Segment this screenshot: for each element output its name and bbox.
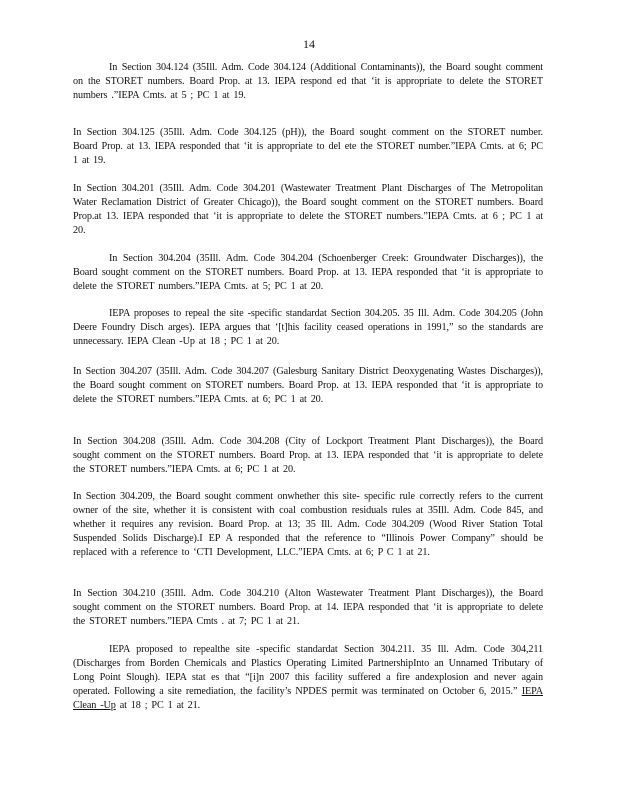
paragraph-section-304-208: In Section 304.208 (35Ill. Adm. Code 304.208 (City of Lockport Treatment Plant Discharges)), the Board sought comment on the STORET numbers. Board Prop. at 13. IEPA responded that ‘it is appropriate to delete the STORET numbers.”IEPA Cmts. at 6; PC 1 at 20. [73, 436, 543, 475]
paragraph-section-304-207: In Section 304.207 (35Ill. Adm. Code 304.207 (Galesburg Sanitary District Deoxygenating Wastes Discharges)), the Board sought comment on STORET numbers. Board Prop. at 13. IEPA responded that ‘it is appropriate to delete the STORET numbers.”IEPA Cmts. at 6; PC 1 at 20. [73, 366, 543, 405]
paragraph-section-304-209: In Section 304.209, the Board sought comment onwhether this site- specific rule correctly refers to the current owner of the site, whether it is consistent with coal combustion residuals rules at 35Ill. Adm. Code 845, and whether it requires any revision. Board Prop. at 13; 35 Ill. Adm. Code 304.209 (Wood River Station Total Suspended Solids Discharge).I EP A responded that the reference to “Illinois Power Company” should be replaced with a reference to ‘CTI Development, LLC.”IEPA Cmts. at 6; P C 1 at 21. [73, 491, 543, 558]
paragraph-section-304-205: IEPA proposes to repeal the site -specific standardat Section 304.205. 35 Ill. Adm. Code 304.205 (John Deere Foundry Disch arges). IEPA argues that ‘[t]his facility ceased operations in 1991,” so the standards are unnecessary. IEPA Clean -Up at 18 ; PC 1 at 20. [73, 308, 543, 347]
paragraph-body: IEPA proposed to repealthe site -specific standardat Section 304.211. 35 Ill. Adm. Code 304,211 (Discharges from Borden Chemicals and Plastics Operating Limited PartnershipInto an Unnamed Tributary of Long Point Slough). IEPA stat es that “[i]n 2007 this facility suffered a fire andexplosion and never again operated. Following a site remediation, the facility’s NPDES permit was terminated on October 6, 2015.” [73, 644, 543, 697]
page-number: 14 [303, 37, 315, 51]
paragraph-section-304-204: In Section 304.204 (35Ill. Adm. Code 304.204 (Schoenberger Creek: Groundwater Discharges)), the Board sought comment on the STORET numbers. Board Prop. at 13. IEPA responded that ‘it is appropriate to delete the STORET numbers.”IEPA Cmts. at 5; PC 1 at 20. [73, 253, 543, 292]
citation-tail: at 18 ; PC 1 at 21. [115, 700, 201, 711]
citation-underlined: IEPA Clean -Up [73, 686, 543, 711]
paragraph-section-304-211 [73, 643, 543, 713]
paragraph-section-304-124: In Section 304.124 (35Ill. Adm. Code 304.124 (Additional Contaminants)), the Board sought comment on the STORET numbers. Board Prop. at 13. IEPA respond ed that ‘it is appropriate to delete the STORET numbers .”IEPA Cmts. at 5 ; PC 1 at 19. [73, 62, 543, 101]
paragraph-section-304-125: In Section 304.125 (35Ill. Adm. Code 304.125 (pH)), the Board sought comment on the STORET number. Board Prop. at 13. IEPA responded that ‘it is appropriate to del ete the STORET number.”IEPA Cmts. at 6; PC 1 at 19. [73, 127, 543, 166]
paragraph-section-304-210: In Section 304.210 (35Ill. Adm. Code 304.210 (Alton Wastewater Treatment Plant Discharges)), the Board sought comment on the STORET numbers. Board Prop. at 14. IEPA responded that ‘it is appropriate to delete the STORET numbers.”IEPA Cmts . at 7; PC 1 at 21. [73, 588, 543, 627]
paragraph-section-304-201: In Section 304.201 (35Ill. Adm. Code 304.201 (Wastewater Treatment Plant Discharges of The Metropolitan Water Reclamation District of Greater Chicago)), the Board sought comment on the STORET numbers. Board Prop.at 13. IEPA responded that ‘it is appropriate to delete the STORET numbers.”IEPA Cmts. at 6 ; PC 1 at 20. [73, 183, 543, 236]
